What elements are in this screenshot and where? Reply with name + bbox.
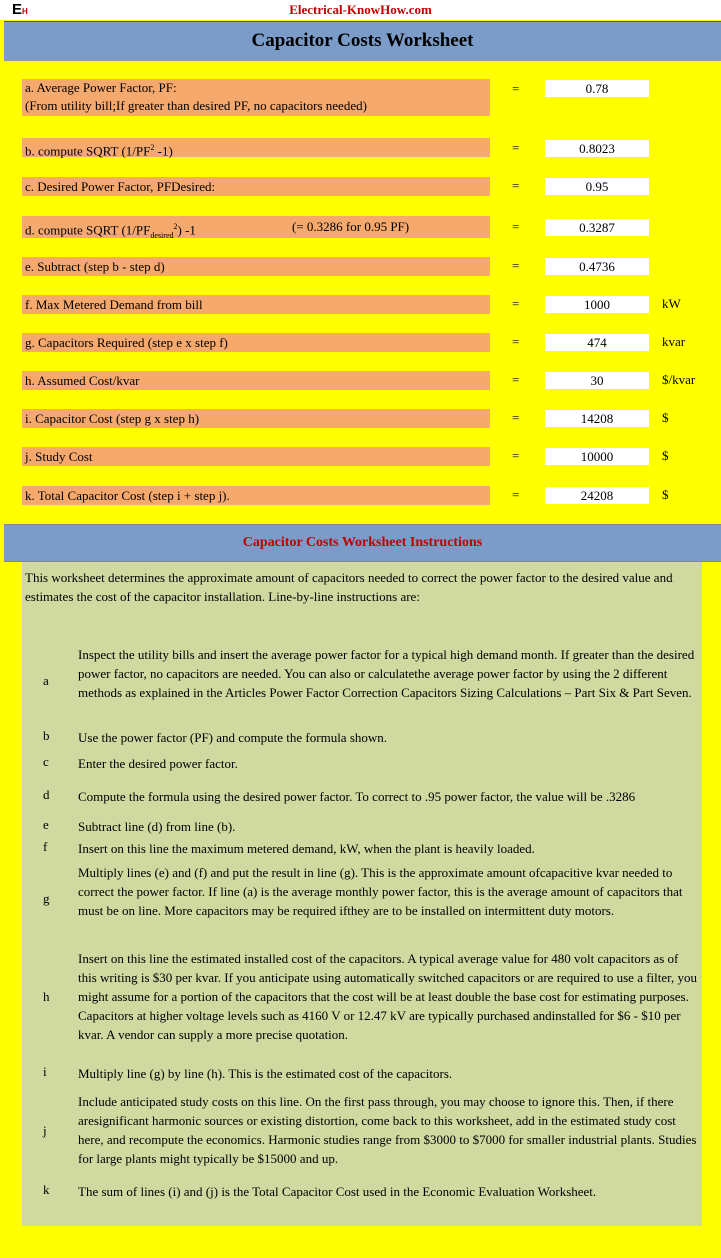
total-cost-value: 24208 — [545, 487, 649, 504]
row-label: d. compute SQRT $(1/PF_{desired}^2)$ -1 (= 0.3286 for 0.95 PF) — [22, 216, 490, 238]
row-label: a. Average Power Factor, PF: (From utility bill;If greater than desired PF, no capacitors needed) — [22, 79, 490, 116]
capacitors-required-value: 474 — [545, 334, 649, 351]
worksheet-title-bar — [4, 21, 721, 61]
sqrt-pf-value: 0.8023 — [545, 140, 649, 157]
top-header — [0, 0, 721, 20]
instructions-title: Capacitor Costs Worksheet Instructions — [242, 535, 483, 550]
worksheet-title: Capacitor Costs Worksheet — [251, 30, 474, 51]
desired-pf-input[interactable]: 0.95 — [545, 178, 649, 195]
left-frame — [0, 20, 4, 1258]
instructions-intro: This worksheet determines the approximate amount of capacitors needed to correct the power factor to the desired value and estimates the cost of the capacitor installation. Line-by-line instructions are: — [25, 570, 673, 604]
site-name[interactable]: Electrical-KnowHow.com — [289, 2, 432, 17]
subtract-value: 0.4736 — [545, 258, 649, 275]
study-cost-input[interactable]: 10000 — [545, 448, 649, 465]
site-logo[interactable]: EH — [12, 1, 28, 18]
max-demand-input[interactable]: 1000 — [545, 296, 649, 313]
capacitor-cost-value: 14208 — [545, 410, 649, 427]
sqrt-desired-value: 0.3287 — [545, 219, 649, 236]
row-label: b. compute SQRT ($1/PF^2$ -1) — [22, 138, 490, 157]
instructions-panel: This worksheet determines the approximate amount of capacitors needed to correct the power factor to the desired value and estimates the cost of the capacitor installation. Line-by-line instructions are: a Inspect the utility bills and insert the average power factor for a typical high demand month. If greater than the desired power factor, no capacitors are needed. You can also or calculatethe average power factor by using the 2 different methods as explained in the Articles Power Factor Correction Capacitors Sizing Calculations – Part Six & Part Seven. b Use the power factor (PF) and compute the formula shown. c Enter the desired power factor. d Compute the formula using the desired power factor. To correct to .95 power factor, the value will be .3286 e Subtract line (d) from line (b). f Insert on this line the maximum metered demand, kW, when the plant is heavily loaded. g Multiply lines (e) and (f) and put the result in line (g). This is the approximate amount ofcapacitive kvar needed to correct the power factor. If line (a) is the average monthly power factor, this is the average amount of capacitors that must be on line. More capacitors may be required ifthey are to be installed on intermittent duty motors. h Insert on this line the estimated installed cost of the capacitors. A typical average value for 480 volt capacitors as of this writing is $30 per kvar. If you anticipate using automatically switched capacitors or are required to use a filter, you might assume for a portion of the capacitors that the cost will be at least double the base cost for estimating purposes. Capacitors at higher voltage levels such as 4160 V or 12.47 kV are typically purchased andinstalled for $6 - $10 per kvar. A vendor can supply a more precise quotation. i Multiply line (g) by line (h). This is the estimated cost of the capacitors. j Include anticipated study costs on this line. On the first pass through, you may choose to ignore this. Then, if there aresignificant harmonic sources or existing distortion, come back to this worksheet, add in the estimated study cost here, and recompute the economics. Harmonic studies range from $3000 to $7000 for smaller industrial plants. Studies for large plants might typically be $15000 and up. k The sum of lines (i) and (j) is the Total Capacitor Cost used in the Economic Evaluation Worksheet. — [22, 562, 702, 1226]
pf-input[interactable]: 0.78 — [545, 80, 649, 97]
instructions-title-bar — [4, 524, 721, 562]
cost-per-kvar-input[interactable]: 30 — [545, 372, 649, 389]
